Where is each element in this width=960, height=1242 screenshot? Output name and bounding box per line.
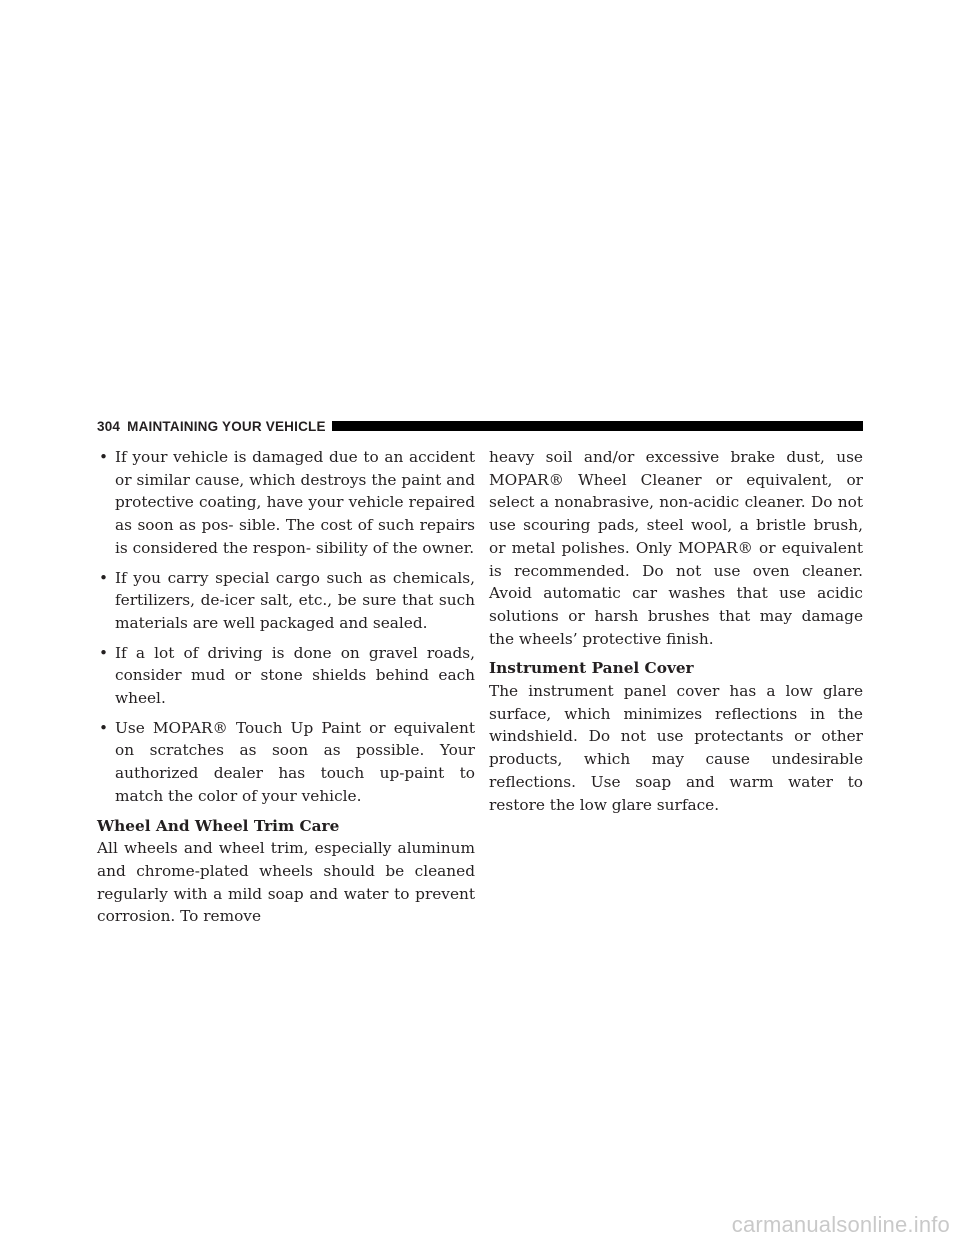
site-watermark: carmanualsonline.info	[731, 1212, 950, 1237]
instrument-panel-body: The instrument panel cover has a low glare surface, which minimizes reflections in the windshield. Do not use protectants or other products, which may cause undesirable reflections. Use soap and warm water to restore the low glare surface.	[489, 682, 863, 814]
bullet-list	[97, 446, 475, 808]
section-title: MAINTAINING YOUR VEHICLE	[127, 418, 326, 434]
bullet-icon: •	[99, 643, 109, 662]
bullet-icon: •	[99, 568, 109, 587]
wheel-care-body: All wheels and wheel trim, especially aluminum and chrome-plated wheels should be cleaned regularly with a mild soap and water to prevent corrosion. To remove	[97, 839, 475, 926]
list-item	[97, 717, 475, 808]
bullet-text: If a lot of driving is done on gravel roads, consider mud or stone shields behind each wheel.	[115, 643, 475, 708]
instrument-panel-heading: Instrument Panel Cover	[489, 659, 694, 678]
wheel-care-heading: Wheel And Wheel Trim Care	[97, 816, 340, 835]
list-item	[97, 446, 475, 560]
bullet-text: If you carry special cargo such as chemicals, fertilizers, de-icer salt, etc., be sure that such materials are well packaged and sealed.	[115, 568, 475, 632]
left-column	[97, 446, 475, 928]
right-column	[489, 446, 863, 816]
page-header	[97, 417, 863, 435]
list-item	[97, 642, 475, 710]
list-item	[97, 567, 475, 635]
bullet-text: Use MOPAR® Touch Up Paint or equivalent on scratches as soon as possible. Your authorized dealer has touch up-paint to match the color of your vehicle.	[115, 718, 475, 805]
bullet-text: If your vehicle is damaged due to an accident or similar cause, which destroys the paint and protective coating, have your vehicle repaired as soon as pos- sible. The cost of such repairs is considered the respon- sibility of the owner.	[115, 448, 475, 557]
wheel-care-body-continued: heavy soil and/or excessive brake dust, use MOPAR® Wheel Cleaner or equivalent, or select a nonabrasive, non-acidic cleaner. Do not use scouring pads, steel wool, a bristle brush, or metal polishes. Only MOPAR® or equivalent is recommended. Do not use oven cleaner. Avoid automatic car washes that use acidic solutions or harsh brushes that may damage the wheels’ protective finish.	[489, 448, 863, 648]
page-number: 304	[97, 418, 121, 434]
bullet-icon: •	[99, 448, 109, 466]
bullet-icon: •	[99, 718, 109, 737]
header-rule	[332, 421, 863, 431]
